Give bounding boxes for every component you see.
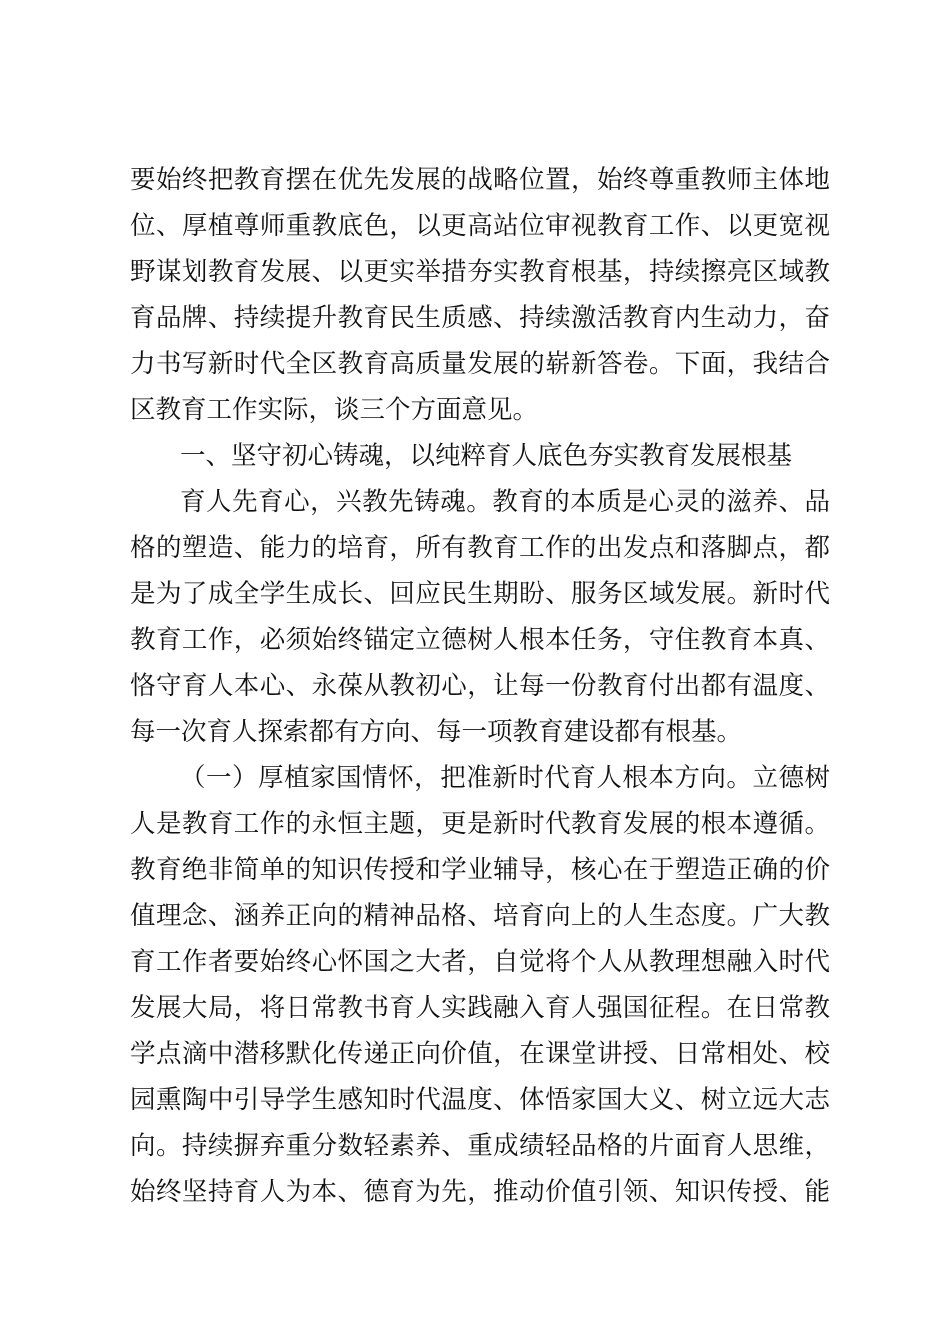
text-line: 是为了成全学生成长、回应民生期盼、服务区域发展。新时代 (130, 579, 830, 609)
text-line: 始终坚持育人为本、德育为先，推动价值引领、知识传授、能 (130, 1177, 830, 1207)
text-line: 育品牌、持续提升教育民生质感、持续激活教育内生动力，奋 (130, 303, 830, 333)
text-line: 发展大局，将日常教书育人实践融入育人强国征程。在日常教 (130, 993, 830, 1023)
text-line: 每一次育人探索都有方向、每一项教育建设都有根基。 (130, 717, 743, 747)
text-line: 人是教育工作的永恒主题，更是新时代教育发展的根本遵循。 (130, 809, 830, 839)
text-line: 格的塑造、能力的培育，所有教育工作的出发点和落脚点，都 (130, 533, 830, 563)
text-line: 位、厚植尊师重教底色，以更高站位审视教育工作、以更宽视 (130, 211, 830, 241)
text-line: 力书写新时代全区教育高质量发展的崭新答卷。下面，我结合 (130, 349, 830, 379)
section-heading: 一、坚守初心铸魂，以纯粹育人底色夯实教育发展根基 (180, 441, 793, 471)
text-line: 学点滴中潜移默化传递正向价值，在课堂讲授、日常相处、校 (130, 1039, 830, 1069)
text-line: 育工作者要始终心怀国之大者，自觉将个人从教理想融入时代 (130, 947, 830, 977)
text-line: 值理念、涵养正向的精神品格、培育向上的人生态度。广大教 (130, 901, 830, 931)
paragraph-first-line: 育人先育心，兴教先铸魂。教育的本质是心灵的滋养、品 (180, 487, 830, 517)
text-line: 区教育工作实际，谈三个方面意见。 (130, 395, 539, 425)
text-line: 向。持续摒弃重分数轻素养、重成绩轻品格的片面育人思维， (130, 1131, 830, 1161)
text-line: 教育工作，必须始终锚定立德树人根本任务，守住教育本真、 (130, 625, 830, 655)
text-line: 野谋划教育发展、以更实举措夯实教育根基，持续擦亮区域教 (130, 257, 830, 287)
text-line: 教育绝非简单的知识传授和学业辅导，核心在于塑造正确的价 (130, 855, 830, 885)
text-line: 要始终把教育摆在优先发展的战略位置，始终尊重教师主体地 (130, 165, 830, 195)
text-line: 园熏陶中引导学生感知时代温度、体悟家国大义、树立远大志 (130, 1085, 830, 1115)
text-line: 恪守育人本心、永葆从教初心，让每一份教育付出都有温度、 (130, 671, 830, 701)
subsection-heading-line: （一）厚植家国情怀，把准新时代育人根本方向。立德树 (180, 763, 830, 793)
